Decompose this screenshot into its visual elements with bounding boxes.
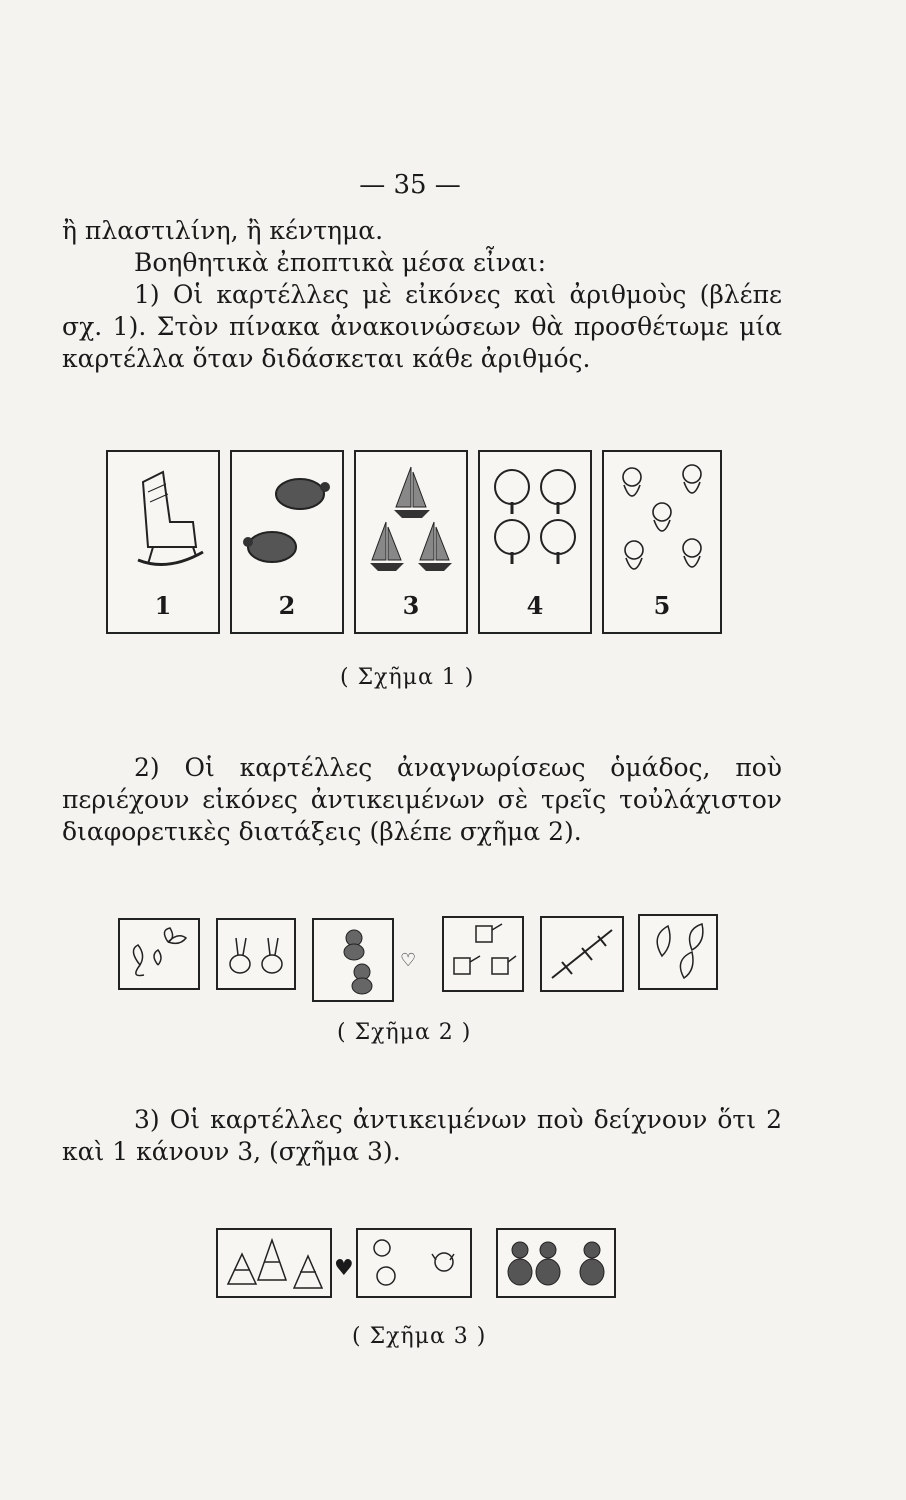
card-number: 5 xyxy=(653,591,671,620)
card-number: 2 xyxy=(278,591,296,620)
tree-icon xyxy=(480,452,590,592)
card-number: 1 xyxy=(154,591,172,620)
sum-card-teddy-bears xyxy=(496,1228,616,1298)
heart-separator-icon: ♥ xyxy=(334,1256,354,1281)
group-card-watering-cans xyxy=(442,916,524,992)
bear-icon xyxy=(314,920,392,1000)
teaching-aids-heading: Βοηθητικὰ ἐποπτικὰ μέσα εἶναι: xyxy=(134,248,547,277)
caption-figure-1: ( Σχῆμα 1 ) xyxy=(340,665,475,690)
sum-card-puppies xyxy=(356,1228,472,1298)
pine-tree-icon xyxy=(218,1230,330,1296)
number-card-3 xyxy=(354,450,468,634)
group-card-butterflies xyxy=(118,918,200,990)
group-card-leaves xyxy=(638,914,718,990)
caption-figure-2: ( Σχῆμα 2 ) xyxy=(337,1020,472,1045)
intro-text xyxy=(62,215,782,375)
card-number: 3 xyxy=(402,591,420,620)
item-3-block xyxy=(62,1104,782,1168)
watering-can-icon xyxy=(444,918,522,990)
sum-card-pine-trees xyxy=(216,1228,332,1298)
puppy-icon xyxy=(358,1230,470,1296)
caption-figure-3: ( Σχῆμα 3 ) xyxy=(352,1324,487,1349)
teddy-bear-icon xyxy=(498,1230,614,1296)
group-card-airplanes xyxy=(540,916,624,992)
group-card-bears xyxy=(312,918,394,1002)
rocking-chair-icon xyxy=(108,452,218,592)
butterfly-icon xyxy=(120,920,198,988)
card-number: 4 xyxy=(526,591,544,620)
kitten-icon xyxy=(604,452,720,592)
turtle-icon xyxy=(232,452,342,592)
number-card-2 xyxy=(230,450,344,634)
page-number: — 35 — xyxy=(359,170,461,200)
item-3-text: 3) Οἱ καρτέλλες ἀντικειμένων ποὺ δείχνουν ὅτι 2 καὶ 1 κάνουν 3, (σχῆμα 3). xyxy=(62,1105,782,1166)
item-2-text: 2) Οἱ καρτέλλες ἀναγνωρίσεως ὁμάδος, ποὺ περιέχουν εἰκόνες ἀντικειμένων σὲ τρεῖς τοὐλάχιστον διαφορετικὲς διατάξεις (βλέπε σχῆμα 2). xyxy=(62,753,782,846)
rabbit-icon xyxy=(218,920,294,988)
item-1-text: 1) Οἱ καρτέλλες μὲ εἰκόνες καὶ ἀριθμοὺς (βλέπε σχ. 1). Στὸν πίνακα ἀνακοινώσεων θὰ προσθέτωμε μία καρτέλλα ὅταν διδάσκεται κάθε ἀριθμός. xyxy=(62,280,782,373)
number-card-4 xyxy=(478,450,592,634)
number-card-1 xyxy=(106,450,220,634)
item-2-block xyxy=(62,752,782,848)
airplane-icon xyxy=(542,918,622,990)
sailboat-icon xyxy=(356,452,466,592)
heart-separator-icon: ♡ xyxy=(400,950,417,971)
group-card-rabbits xyxy=(216,918,296,990)
leaf-icon xyxy=(640,916,716,988)
line-plasticine: ἢ πλαστιλίνη, ἢ κέντημα. xyxy=(62,216,384,245)
number-card-5 xyxy=(602,450,722,634)
